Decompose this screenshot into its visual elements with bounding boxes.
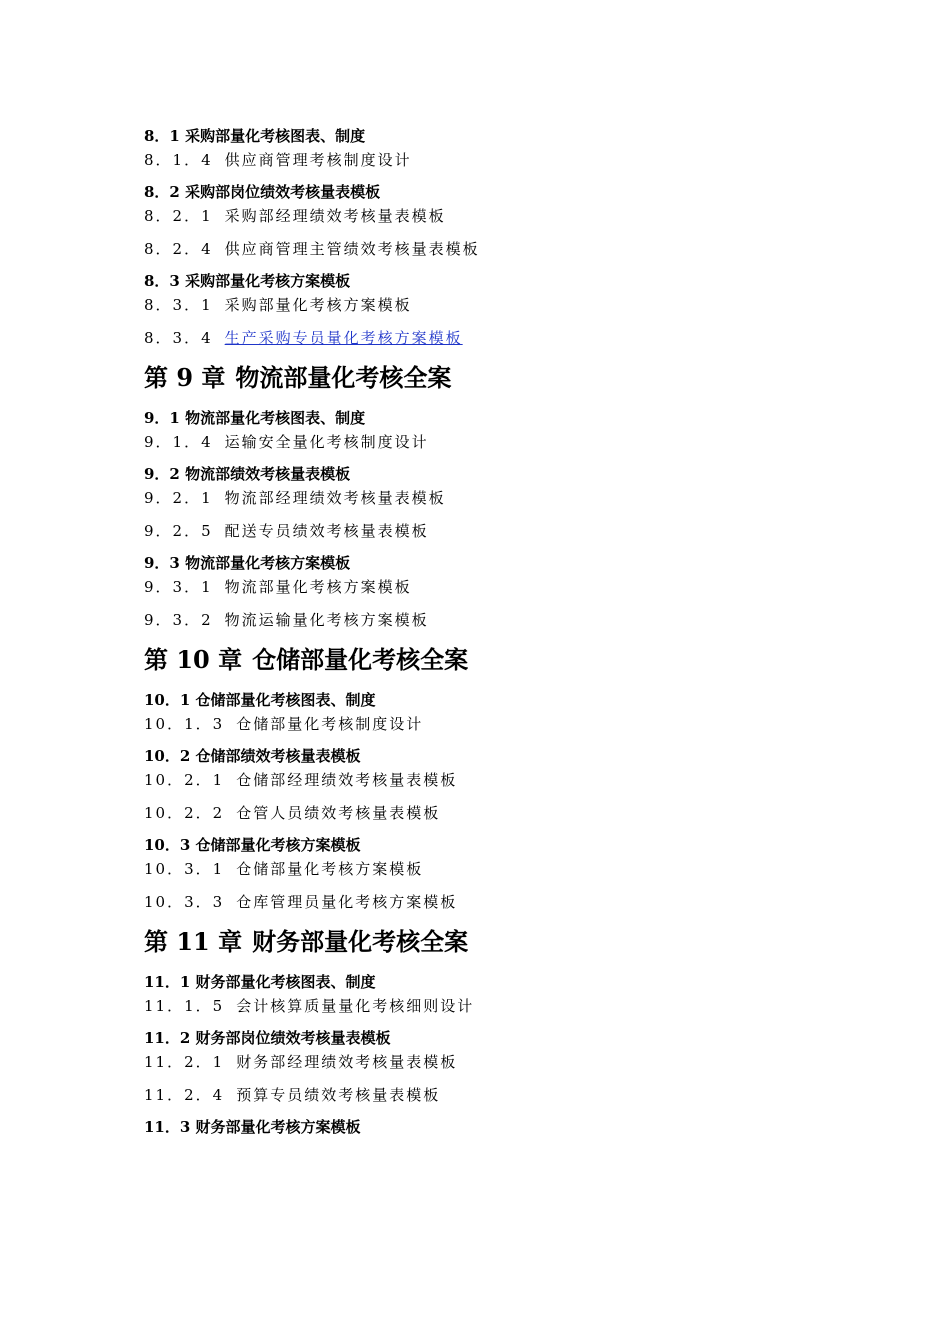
toc-item-number: 10．3．1 [144, 860, 225, 878]
section-heading: 9．1 物流部量化考核图表、制度 [144, 409, 366, 427]
chapter-title: 财务部量化考核全案 [252, 927, 469, 956]
toc-item-title: 预算专员绩效考核量表模板 [236, 1086, 441, 1104]
toc-item-title: 仓储部量化考核方案模板 [236, 860, 424, 878]
section-heading: 8．3 采购部量化考核方案模板 [144, 272, 351, 290]
toc-item-number: 10．2．1 [144, 771, 225, 789]
toc-item [144, 892, 904, 912]
toc-item-number: 10．2．2 [144, 804, 225, 822]
toc-item-number: 8．3．1 [144, 296, 213, 314]
toc-item [144, 714, 904, 734]
toc-item-number: 9．2．5 [144, 522, 213, 540]
toc-item-title: 配送专员绩效考核量表模板 [224, 522, 429, 540]
toc-item-title: 物流部量化考核方案模板 [224, 578, 412, 596]
toc-item-number: 8．2．1 [144, 207, 213, 225]
section-heading: 10．3 仓储部量化考核方案模板 [144, 836, 361, 854]
toc-item [144, 996, 904, 1016]
toc-item-title: 仓管人员绩效考核量表模板 [236, 804, 441, 822]
toc-item [144, 239, 904, 259]
toc-item-title: 财务部经理绩效考核量表模板 [236, 1053, 458, 1071]
toc-item-number: 10．3．3 [144, 893, 225, 911]
toc-item [144, 206, 904, 226]
toc-item [144, 577, 904, 597]
toc-item [144, 803, 904, 823]
section-heading: 11．1 财务部量化考核图表、制度 [144, 973, 376, 991]
toc-item [144, 610, 904, 630]
chapter-title: 仓储部量化考核全案 [252, 645, 469, 674]
chapter-number: 第 11 章 [144, 927, 243, 956]
toc-item-title: 物流部经理绩效考核量表模板 [224, 489, 446, 507]
toc-item-title: 供应商管理主管绩效考核量表模板 [224, 240, 480, 258]
toc-item-link[interactable]: 生产采购专员量化考核方案模板 [224, 329, 463, 347]
toc-item [144, 859, 904, 879]
toc-item [144, 150, 904, 170]
toc-item-number: 11．2．1 [144, 1053, 225, 1071]
toc-item-number: 9．3．1 [144, 578, 213, 596]
toc-item [144, 521, 904, 541]
toc-item [144, 770, 904, 790]
chapter-number: 第 10 章 [144, 645, 243, 674]
toc-item-number: 9．2．1 [144, 489, 213, 507]
toc-item-title: 采购部经理绩效考核量表模板 [224, 207, 446, 225]
toc-item [144, 295, 904, 315]
chapter-heading [144, 643, 904, 677]
toc-item-number: 8．2．4 [144, 240, 213, 258]
toc-item-title: 仓储部经理绩效考核量表模板 [236, 771, 458, 789]
section-heading: 8．1 采购部量化考核图表、制度 [144, 127, 366, 145]
toc-item-number: 8．1．4 [144, 151, 213, 169]
toc-item-number: 10．1．3 [144, 715, 225, 733]
toc-item [144, 432, 904, 452]
section-heading: 8．2 采购部岗位绩效考核量表模板 [144, 183, 381, 201]
toc-item-number: 9．3．2 [144, 611, 213, 629]
chapter-title: 物流部量化考核全案 [235, 363, 452, 392]
section-heading: 10．1 仓储部量化考核图表、制度 [144, 691, 376, 709]
chapter-heading [144, 925, 904, 959]
section-heading: 9．2 物流部绩效考核量表模板 [144, 465, 351, 483]
toc-item-title: 物流运输量化考核方案模板 [224, 611, 429, 629]
toc-item-title: 采购部量化考核方案模板 [224, 296, 412, 314]
toc-item-number: 11．2．4 [144, 1086, 225, 1104]
section-heading: 11．3 财务部量化考核方案模板 [144, 1118, 361, 1136]
toc-item [144, 1052, 904, 1072]
section-heading: 11．2 财务部岗位绩效考核量表模板 [144, 1029, 391, 1047]
toc-item-title: 供应商管理考核制度设计 [224, 151, 412, 169]
toc-item-number: 8．3．4 [144, 329, 213, 347]
toc-item-title: 仓库管理员量化考核方案模板 [236, 893, 458, 911]
toc-item [144, 488, 904, 508]
toc-item-title: 运输安全量化考核制度设计 [224, 433, 429, 451]
toc-item-number: 9．1．4 [144, 433, 213, 451]
toc-item [144, 1085, 904, 1105]
toc-item-title: 会计核算质量量化考核细则设计 [236, 997, 475, 1015]
section-heading: 10．2 仓储部绩效考核量表模板 [144, 747, 361, 765]
section-heading: 9．3 物流部量化考核方案模板 [144, 554, 351, 572]
document-body [144, 126, 904, 1137]
toc-item[interactable] [144, 328, 904, 348]
chapter-number: 第 9 章 [144, 363, 226, 392]
toc-item-number: 11．1．5 [144, 997, 225, 1015]
chapter-heading [144, 361, 904, 395]
toc-item-title: 仓储部量化考核制度设计 [236, 715, 424, 733]
